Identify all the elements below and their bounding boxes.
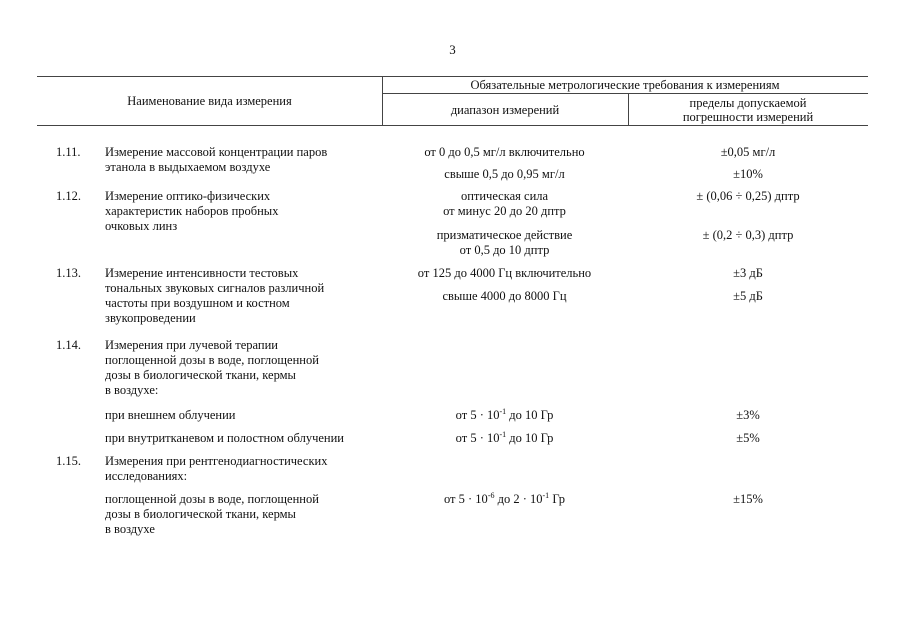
range-text: от 5 · 10 [455, 431, 500, 445]
header-error-line-1: пределы допускаемой [689, 96, 807, 110]
error-1-14-b: ±5% [736, 431, 760, 445]
row-name-1-12 [105, 189, 390, 234]
subrow-name-1-14-b: при внутритканевом и полостном облучении [105, 431, 344, 445]
row-name-line: Измерения при рентгенодиагностических [105, 454, 328, 468]
row-name-line: Измерение массовой концентрации паров [105, 145, 328, 159]
row-name-1-15 [105, 454, 390, 484]
row-name-line: этанола в выдыхаемом воздухе [105, 160, 271, 174]
range-line: от 0,5 до 10 дптр [459, 243, 550, 257]
row-number-1-11: 1.11. [56, 145, 81, 159]
header-requirements-group: Обязательные метрологические требования к измерениям [470, 78, 780, 92]
range-1-12-a [382, 189, 627, 219]
row-name-line: характеристик наборов пробных [105, 204, 279, 218]
row-name-line: тональных звуковых сигналов различной [105, 281, 325, 295]
range-exponent: -1 [499, 406, 507, 416]
range-1-14-a [382, 408, 627, 423]
range-1-11-b: свыше 0,5 до 0,95 мг/л [444, 167, 565, 181]
row-name-line: поглощенной дозы в воде, поглощенной [105, 492, 319, 506]
range-exponent: -1 [499, 429, 507, 439]
range-1-15-a [382, 492, 627, 507]
error-1-15-a: ±15% [733, 492, 763, 506]
error-1-11-a: ±0,05 мг/л [720, 145, 776, 159]
table-top-border [37, 76, 868, 77]
range-1-11-a: от 0 до 0,5 мг/л включительно [424, 145, 585, 159]
range-1-12-b [382, 228, 627, 258]
range-1-13-a: от 125 до 4000 Гц включительно [417, 266, 592, 280]
range-text: Гр [549, 492, 566, 506]
range-text: до 2 · 10 [494, 492, 543, 506]
row-name-1-13 [105, 266, 390, 326]
range-exponent: -1 [542, 490, 550, 500]
row-number-1-15: 1.15. [56, 454, 81, 468]
row-name-1-14 [105, 338, 390, 398]
row-name-line: в воздухе [105, 522, 155, 536]
row-name-line: в воздухе: [105, 383, 159, 397]
header-bottom-border [37, 125, 868, 126]
range-1-13-b: свыше 4000 до 8000 Гц [442, 289, 567, 303]
range-line: оптическая сила [460, 189, 549, 203]
range-text: от 5 · 10 [455, 408, 500, 422]
row-name-1-11 [105, 145, 390, 175]
row-name-line: исследованиях: [105, 469, 188, 483]
row-name-line: Измерение оптико-физических [105, 189, 271, 203]
error-1-13-b: ±5 дБ [733, 289, 763, 303]
range-exponent: -6 [487, 490, 495, 500]
error-1-12-a: ± (0,06 ÷ 0,25) дптр [696, 189, 800, 203]
subrow-name-1-15-a [105, 492, 390, 537]
error-1-11-b: ±10% [733, 167, 763, 181]
header-group-divider [382, 93, 868, 94]
error-1-12-b: ± (0,2 ÷ 0,3) дптр [702, 228, 794, 242]
header-range-column: диапазон измерений [450, 103, 560, 117]
row-number-1-13: 1.13. [56, 266, 81, 280]
row-number-1-12: 1.12. [56, 189, 81, 203]
header-error-line-2: погрешности измерений [682, 110, 814, 124]
range-line: призматическое действие [436, 228, 573, 242]
range-text: до 10 Гр [506, 408, 554, 422]
row-number-1-14: 1.14. [56, 338, 81, 352]
row-name-line: дозы в биологической ткани, кермы [105, 507, 296, 521]
range-line: от минус 20 до 20 дптр [443, 204, 566, 218]
page-number: 3 [449, 42, 456, 57]
row-name-line: звукопроведении [105, 311, 196, 325]
row-name-line: Измерение интенсивности тестовых [105, 266, 299, 280]
row-name-line: поглощенной дозы в воде, поглощенной [105, 353, 319, 367]
header-name-column: Наименование вида измерения [127, 94, 292, 108]
error-1-14-a: ±3% [736, 408, 760, 422]
row-name-line: очковых линз [105, 219, 178, 233]
error-1-13-a: ±3 дБ [733, 266, 763, 280]
range-text: от 5 · 10 [443, 492, 488, 506]
header-error-column [628, 96, 868, 124]
row-name-line: частоты при воздушном и костном [105, 296, 290, 310]
range-1-14-b [382, 431, 627, 446]
row-name-line: Измерения при лучевой терапии [105, 338, 278, 352]
subrow-name-1-14-a: при внешнем облучении [105, 408, 236, 422]
range-text: до 10 Гр [506, 431, 554, 445]
row-name-line: дозы в биологической ткани, кермы [105, 368, 296, 382]
